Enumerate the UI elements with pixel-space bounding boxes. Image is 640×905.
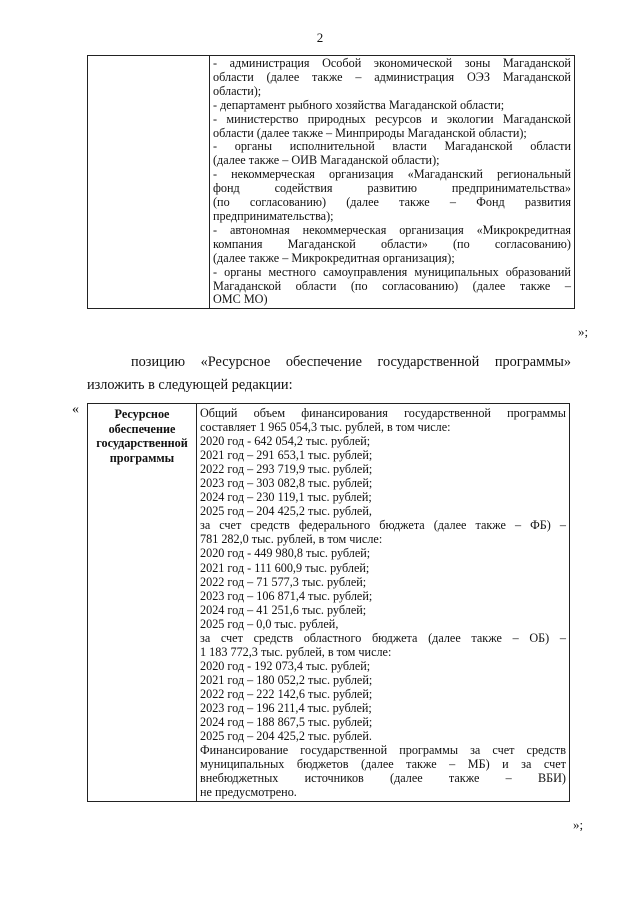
word: Магаданской — [502, 69, 571, 84]
word: администрация — [374, 69, 455, 84]
text-line — [200, 518, 566, 532]
word: региональный — [496, 167, 571, 182]
word: за — [200, 518, 211, 533]
text-line — [213, 168, 571, 182]
word: (по — [350, 278, 368, 293]
header-line: государственной — [96, 436, 188, 450]
word: (далее — [390, 771, 423, 786]
word: бюджета — [371, 630, 418, 645]
word: области — [530, 139, 571, 154]
word: согласованию) — [382, 278, 459, 293]
text-line — [213, 113, 571, 127]
word: «Магаданский — [407, 167, 483, 182]
word: – — [512, 630, 519, 645]
participants-cell — [210, 56, 575, 309]
word: средств — [526, 743, 566, 758]
word: развития — [524, 195, 571, 210]
word: и — [430, 111, 438, 126]
word: компания — [213, 236, 263, 251]
word: согласованию) — [249, 195, 327, 210]
text-line: предпринимательства); — [213, 208, 334, 223]
word: государственной — [377, 354, 480, 370]
text-line: 2020 год - 642 054,2 тыс. рублей; — [200, 434, 371, 449]
word: средств — [253, 630, 294, 645]
word: - — [213, 111, 218, 126]
word: организация — [328, 167, 394, 182]
text-line: 2024 год – 230 119,1 тыс. рублей; — [200, 490, 372, 505]
word: за — [470, 743, 481, 758]
text-line: 2025 год – 204 425,2 тыс. рублей. — [200, 729, 372, 744]
closing-quote: »; — [573, 817, 584, 832]
word: – — [559, 630, 566, 645]
word: муниципальных — [414, 264, 499, 279]
word: ВБИ) — [537, 771, 566, 786]
word: Финансирование — [200, 743, 289, 758]
word: фонд — [213, 181, 240, 196]
paragraph-line-1 — [131, 353, 571, 371]
word: - — [213, 139, 218, 154]
word: также — [406, 757, 437, 772]
word: власти — [392, 139, 427, 154]
word: (далее — [346, 195, 379, 210]
word: также — [312, 69, 343, 84]
text-line: 2022 год – 71 577,3 тыс. рублей; — [200, 574, 367, 589]
text-line — [213, 71, 571, 85]
word: ОЭЗ — [466, 69, 491, 84]
text-line — [213, 280, 571, 294]
word: образований — [505, 264, 571, 279]
text-line: 2020 год - 192 073,4 тыс. рублей; — [200, 658, 371, 673]
word: счет — [220, 630, 243, 645]
closing-quote: »; — [578, 324, 589, 339]
text-line: 781 282,0 тыс. рублей, в том числе: — [200, 532, 383, 547]
text-line — [213, 196, 571, 210]
word: государственной — [404, 406, 491, 420]
text-line: 2025 год – 0,0 тыс. рублей, — [200, 616, 339, 631]
text-line: составляет 1 965 054,3 тыс. рублей, в том числе: — [200, 420, 451, 435]
word: бюджета — [379, 518, 425, 533]
text-line — [213, 140, 571, 154]
participants-table — [87, 55, 575, 309]
text-line — [213, 57, 571, 71]
text-line: 2025 год – 204 425,2 тыс. рублей, — [200, 504, 372, 519]
word: ОБ) — [529, 630, 550, 645]
word: счет — [492, 743, 515, 758]
word: позицию — [131, 354, 186, 370]
text-line: области); — [213, 83, 262, 98]
word: также — [519, 278, 551, 293]
word: автономная — [229, 222, 290, 237]
word: области» — [380, 236, 428, 251]
word: согласованию) — [494, 236, 571, 251]
word: области — [295, 278, 337, 293]
text-line: (далее также – Микрокредитная организация); — [213, 250, 455, 265]
word: (далее — [472, 278, 506, 293]
text-line — [213, 266, 571, 280]
word: Магаданской — [502, 111, 571, 126]
word: некоммерческая — [302, 222, 387, 237]
page-number: 2 — [316, 30, 324, 45]
text-line: 2024 год – 41 251,6 тыс. рублей; — [200, 602, 367, 617]
word: программы — [507, 406, 566, 420]
word: за — [200, 630, 211, 645]
word: министерство — [226, 111, 299, 126]
text-line: 2023 год – 196 211,4 тыс. рублей; — [200, 700, 372, 715]
word: «Ресурсное — [200, 354, 271, 370]
word: средств — [250, 518, 290, 533]
word: (далее — [266, 69, 300, 84]
word: муниципальных — [200, 757, 285, 772]
text-line: 2022 год – 293 719,9 тыс. рублей; — [200, 462, 373, 477]
word: - — [213, 167, 218, 182]
opening-quote: « — [72, 402, 79, 417]
table-row — [88, 56, 575, 309]
text-line: 2023 год – 106 871,4 тыс. рублей; — [200, 588, 373, 603]
word: – — [449, 757, 456, 772]
word: Общий — [200, 406, 238, 420]
header-line: обеспечение — [108, 421, 176, 436]
word: администрация — [229, 56, 310, 70]
word: обеспечение — [285, 354, 362, 370]
text-line — [200, 406, 566, 420]
word: – — [449, 195, 456, 210]
word: (далее — [360, 757, 394, 772]
word: местного — [268, 264, 317, 279]
word: зоны — [464, 56, 491, 70]
word: - — [213, 56, 218, 70]
resource-table — [87, 403, 570, 802]
text-line — [213, 238, 571, 252]
word: Магаданской — [213, 278, 282, 293]
word: – — [505, 771, 512, 786]
resource-header-cell — [88, 404, 197, 802]
word: Магаданской — [502, 56, 571, 70]
text-line — [200, 771, 566, 785]
word: и — [502, 757, 509, 772]
word: некоммерческая — [231, 167, 315, 182]
text-line — [213, 224, 571, 238]
word: областного — [303, 630, 362, 645]
text-line: ОМС МО) — [213, 292, 268, 307]
word: Особой — [322, 56, 362, 70]
header-line: программы — [109, 450, 175, 465]
word: государственной — [300, 743, 388, 758]
word: объем — [253, 406, 286, 420]
word: экономической — [373, 56, 453, 70]
word: также — [475, 518, 506, 533]
word: счет — [219, 518, 242, 533]
text-line: 2021 год – 180 052,2 тыс. рублей; — [200, 672, 373, 687]
text-line: 2023 год – 303 082,8 тыс. рублей; — [200, 476, 373, 491]
word: Магаданской — [287, 236, 356, 251]
header-line: Ресурсное — [114, 407, 170, 421]
table-cell-empty — [88, 56, 210, 309]
text-line: 2022 год – 222 142,6 тыс. рублей; — [200, 686, 373, 701]
word: федерального — [298, 518, 371, 533]
text-line — [200, 631, 566, 645]
word: исполнительной — [289, 139, 375, 154]
word: финансирования — [301, 406, 388, 420]
word: органы — [234, 139, 273, 154]
text-line: не предусмотрено. — [200, 785, 297, 800]
resource-content-cell — [197, 404, 570, 802]
table-row — [88, 404, 570, 802]
word: (по — [453, 236, 470, 251]
word: органы — [224, 264, 262, 279]
text-line — [213, 182, 571, 196]
word: программы» — [494, 354, 571, 370]
word: также — [448, 771, 480, 786]
word: также — [471, 630, 502, 645]
word: организация — [399, 222, 464, 237]
word: экологии — [446, 111, 494, 126]
paragraph-line-2: изложить в следующей редакции: — [87, 377, 293, 393]
word: ресурсов — [375, 111, 422, 126]
word: предпринимательства» — [451, 181, 571, 196]
text-line: (далее также – ОИВ Магаданской области); — [213, 153, 440, 168]
text-line: - департамент рыбного хозяйства Магаданской области; — [213, 97, 505, 112]
word: самоуправления — [323, 264, 408, 279]
word: области — [213, 69, 254, 84]
word: ФБ) — [530, 518, 551, 533]
word: – — [564, 278, 571, 293]
word: бюджетов — [296, 757, 349, 772]
text-line: 2020 год - 449 980,8 тыс. рублей; — [200, 546, 371, 561]
word: – — [355, 69, 362, 84]
text-line: 2021 год - 111 600,9 тыс. рублей; — [200, 560, 370, 575]
text-line — [200, 757, 566, 771]
word: Магаданской — [444, 139, 513, 154]
word: - — [213, 222, 218, 237]
text-line: области (далее также – Минприроды Магаданской области); — [213, 125, 527, 140]
word: внебюджетных — [200, 771, 279, 786]
word: - — [213, 264, 218, 279]
text-line: 1 183 772,3 тыс. рублей, в том числе: — [200, 644, 392, 659]
word: (далее — [433, 518, 467, 533]
word: природных — [307, 111, 366, 126]
word: – — [559, 518, 566, 533]
word: развитию — [367, 181, 417, 196]
word: (по — [213, 195, 230, 210]
word: программы — [399, 743, 459, 758]
text-line: 2024 год – 188 867,5 тыс. рублей; — [200, 715, 373, 730]
text-line — [200, 743, 566, 757]
word: – — [514, 518, 522, 533]
word: (далее — [428, 630, 461, 645]
word: за — [521, 757, 532, 772]
word: источников — [304, 771, 364, 786]
text-line: 2021 год – 291 653,1 тыс. рублей; — [200, 448, 373, 463]
word: Фонд — [476, 195, 505, 210]
word: «Микрокредитная — [476, 222, 571, 237]
word: также — [399, 195, 430, 210]
word: содействия — [274, 181, 333, 196]
word: счет — [543, 757, 566, 772]
word: МБ) — [467, 757, 490, 772]
